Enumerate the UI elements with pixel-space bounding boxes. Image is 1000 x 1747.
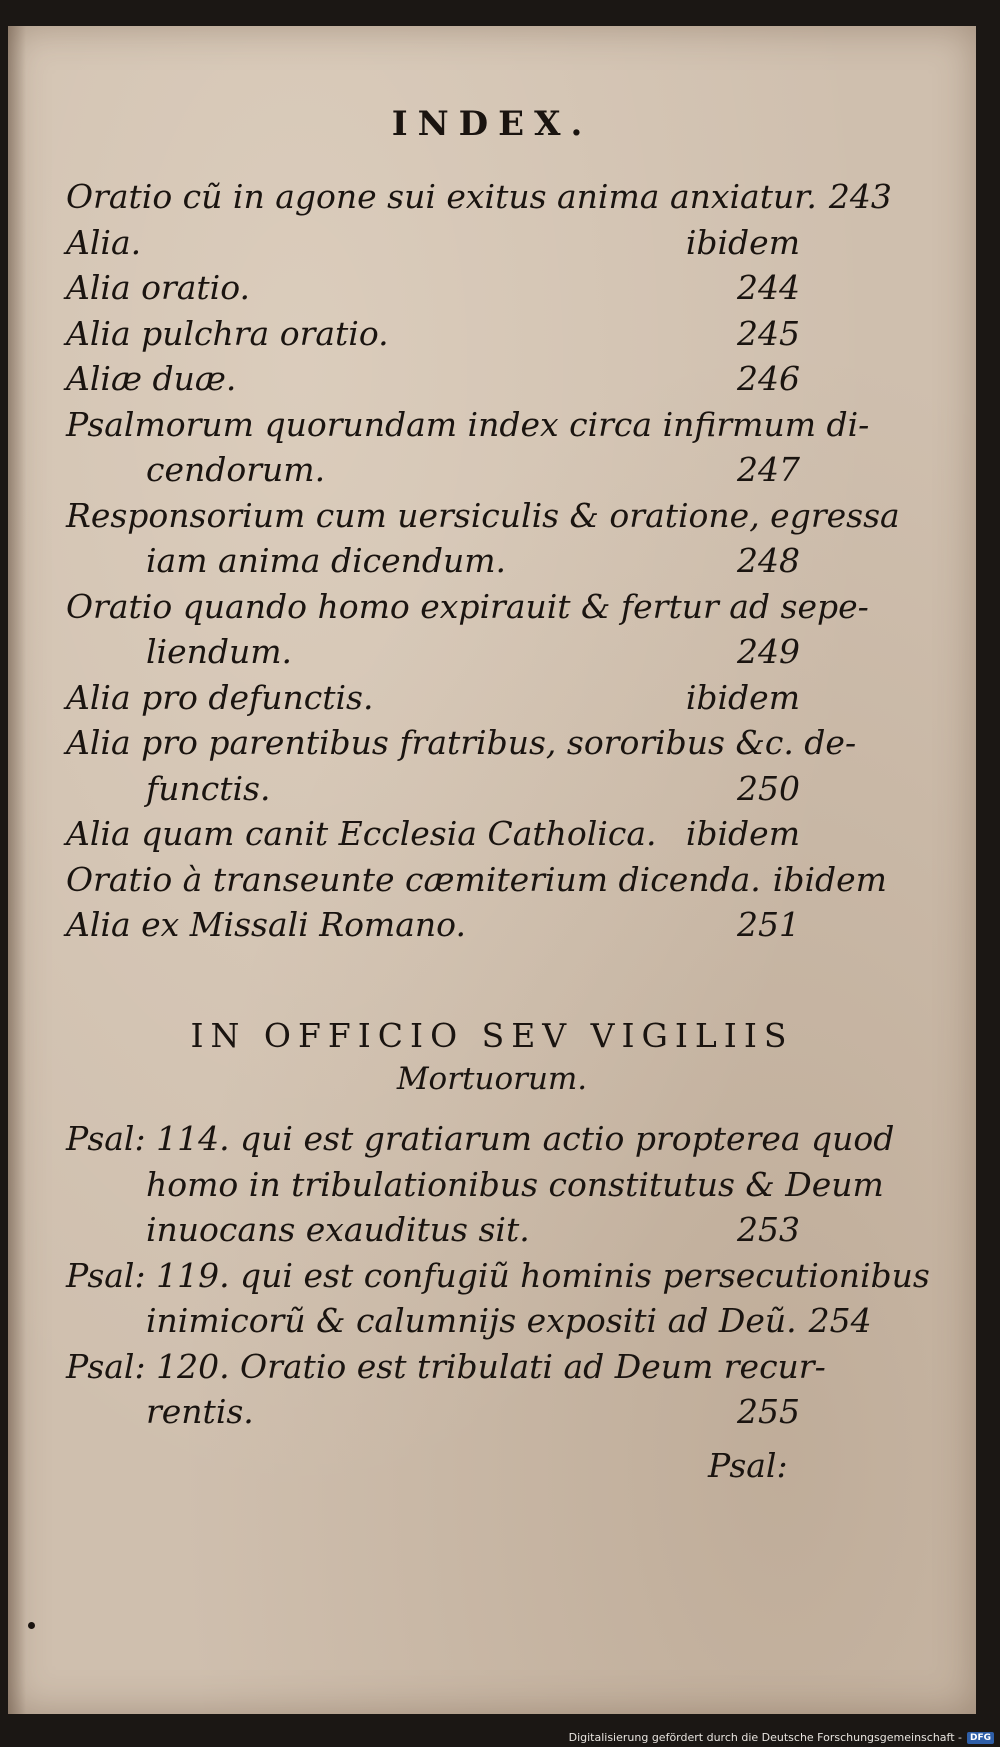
catchword: Psal: (708, 1446, 788, 1485)
entry-page-number: 246 (737, 359, 800, 398)
entry-line (66, 1253, 930, 1299)
entry-text: Oratio à transeunte cæmiterium dicenda. (66, 859, 761, 899)
entry-line (66, 265, 800, 311)
entry-line (66, 675, 800, 721)
entry-text: rentis. (146, 1392, 254, 1431)
entry-page-number: 254 (808, 1301, 872, 1340)
entry-line (66, 629, 800, 675)
entry-text: Psal: 119. qui est confugiũ hominis persecutionibus (66, 1255, 930, 1295)
entry-text: inimicorũ & calumnijs expositi ad Deũ. (146, 1301, 797, 1340)
entry-page-number: 243 (828, 177, 892, 216)
entry-text: Aliæ duæ. (66, 359, 237, 398)
index-entry (66, 1344, 826, 1435)
entry-page-number: 251 (737, 905, 800, 944)
index-entry (66, 584, 869, 675)
ink-dot (28, 1622, 35, 1629)
entry-text: cendorum. (146, 450, 326, 489)
footer-text: Digitalisierung gefördert durch die Deutsche Forschungsgemeinschaft - (568, 1731, 962, 1744)
entry-text: Psalmorum quorundam index circa infirmum di- (66, 404, 870, 444)
entry-line (66, 356, 800, 402)
dfg-logo: DFG (967, 1732, 994, 1744)
entry-text: Alia quam canit Ecclesia Catholica. (66, 814, 657, 853)
section-subheading: Mortuorum. (396, 1061, 588, 1097)
page-gutter-shadow (8, 26, 26, 1714)
index-entry (66, 356, 800, 402)
entry-line (66, 220, 800, 266)
index-entries (66, 174, 900, 948)
entry-text: Alia pro parentibus fratribus, sororibus &c. de- (66, 723, 857, 762)
entry-line (66, 902, 800, 948)
entry-page-number: 249 (737, 632, 800, 671)
entry-line (66, 402, 870, 448)
index-entry (66, 720, 857, 811)
entry-page-number: 255 (737, 1392, 800, 1431)
entry-text: functis. (146, 768, 271, 808)
book-page (8, 26, 976, 1714)
index-entry (66, 811, 800, 857)
entry-line (66, 1162, 884, 1208)
index-entry (66, 220, 800, 266)
psalm-entries (66, 1116, 930, 1435)
entry-line (66, 720, 857, 766)
entry-page-number: 247 (737, 450, 800, 489)
index-entry (66, 1116, 895, 1253)
entry-line (66, 1344, 826, 1390)
entry-text: Alia. (66, 222, 142, 262)
entry-line (66, 174, 892, 220)
running-head: INDEX. (391, 104, 593, 144)
entry-page-number: ibidem (685, 222, 800, 262)
entry-page-number: ibidem (685, 677, 800, 717)
entry-text: Alia pulchra oratio. (66, 313, 389, 353)
entry-line (66, 1207, 800, 1253)
entry-line (66, 584, 869, 630)
entry-text: Psal: 120. Oratio est tribulati ad Deum recur- (66, 1346, 826, 1386)
entry-page-number: 248 (737, 541, 800, 580)
entry-page-number: 253 (737, 1210, 800, 1249)
entry-text: liendum. (146, 632, 293, 671)
index-entry (66, 493, 900, 584)
entry-page-number: ibidem (685, 814, 800, 853)
section-heading: IN OFFICIO SEV VIGILIIS (190, 1016, 794, 1055)
index-entry (66, 402, 870, 493)
entry-line (66, 857, 887, 903)
index-entry (66, 311, 800, 357)
entry-line (66, 311, 800, 357)
entry-line (66, 447, 800, 493)
index-entry (66, 265, 800, 311)
entry-line (66, 766, 800, 812)
index-entry (66, 675, 800, 721)
entry-line (66, 493, 900, 539)
entry-text: Psal: 114. qui est gratiarum actio propterea quod (66, 1119, 895, 1158)
entry-page-number: 245 (737, 313, 800, 353)
entry-page-number: 250 (737, 768, 800, 808)
digitization-footer (569, 1731, 994, 1744)
entry-line (66, 811, 800, 857)
entry-text: inuocans exauditus sit. (146, 1210, 530, 1249)
entry-text: Oratio cũ in agone sui exitus anima anxiatur. (66, 177, 817, 216)
entry-text: Alia ex Missali Romano. (66, 905, 466, 944)
index-entry (66, 1253, 930, 1344)
entry-line (66, 1298, 872, 1344)
entry-text: homo in tribulationibus constitutus & Deum (146, 1164, 884, 1204)
entry-text: Responsorium cum uersiculis & oratione, egressa (66, 495, 900, 535)
index-entry (66, 174, 892, 220)
entry-text: Oratio quando homo expirauit & fertur ad sepe- (66, 586, 869, 626)
entry-page-number: 244 (737, 268, 800, 307)
entry-page-number: ibidem (772, 859, 887, 899)
entry-line (66, 1116, 895, 1162)
entry-text: iam anima dicendum. (146, 541, 507, 580)
entry-text: Alia pro defunctis. (66, 677, 374, 717)
entry-line (66, 538, 800, 584)
index-entry (66, 902, 800, 948)
entry-line (66, 1389, 800, 1435)
index-entry (66, 857, 887, 903)
entry-text: Alia oratio. (66, 268, 251, 307)
